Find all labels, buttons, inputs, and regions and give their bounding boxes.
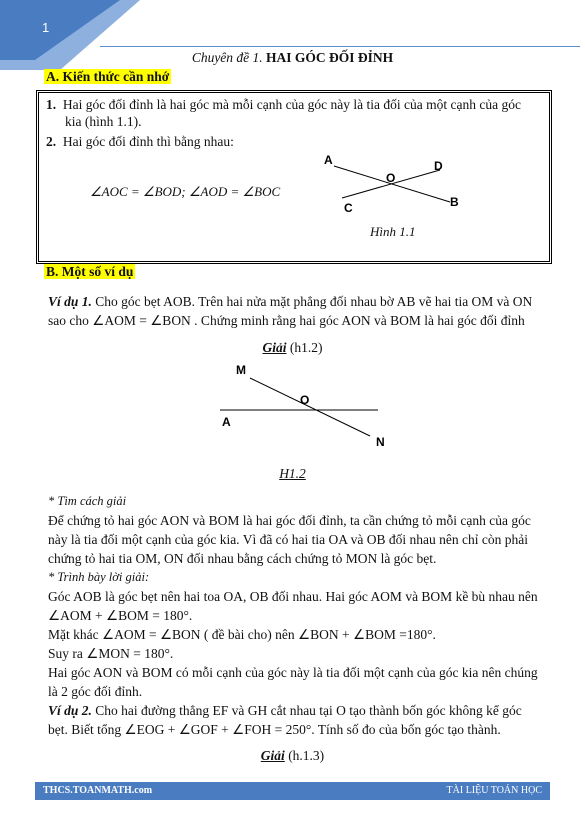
example-2-solution-heading: Giải (h.1.3) — [260, 748, 325, 763]
presentation-line-4: Suy ra ∠MON = 180°. — [48, 646, 174, 661]
figure-1-1 — [320, 150, 480, 225]
fig1-label-a: A — [324, 153, 333, 167]
example-2-line-2: bẹt. Biết tổng ∠EOG + ∠GOF + ∠FOH = 250°. Tính số đo của bốn góc tạo thành. — [48, 722, 501, 737]
fig1-label-b: B — [450, 195, 459, 209]
hint-title: * Tìm cách giải — [48, 494, 127, 508]
presentation-line-1: Góc AOB là góc bẹt nên hai toa OA, OB đối nhau. Hai góc AOM và BOM kề bù nhau nên — [48, 589, 538, 604]
presentation-title: * Trình bày lời giải: — [48, 570, 150, 584]
section-b-heading: B. Một số ví dụ — [46, 264, 134, 279]
section-a-heading: A. Kiến thức cần nhớ — [46, 69, 170, 84]
fig1-label-d: D — [434, 159, 443, 173]
footer-bar — [35, 782, 550, 800]
box-item-2: 2. Hai góc đối đỉnh thì bằng nhau: — [46, 134, 234, 149]
page-number: 1 — [42, 20, 50, 35]
title-prefix: Chuyên đề 1. — [191, 50, 263, 65]
footer-site[interactable]: THCS.TOANMATH.com — [43, 785, 153, 796]
example-2-line-1: Ví dụ 2. Cho hai đường thẳng EF và GH cắt nhau tại O tạo thành bốn góc không kể góc — [48, 703, 522, 718]
vertical-angles-equation: ∠AOC = ∠BOD; ∠AOD = ∠BOC — [90, 184, 281, 199]
fig2-label-a: A — [222, 415, 231, 429]
title-main: HAI GÓC ĐỐI ĐỈNH — [266, 50, 394, 65]
figure-1-1-caption: Hình 1.1 — [370, 224, 416, 239]
hint-line-1: Để chứng tỏ hai góc AON và BOM là hai góc đối đỉnh, ta cần chứng tỏ mỗi cạnh của góc — [48, 513, 531, 528]
hint-line-3: chứng tỏ hai tia OM, ON đối nhau bằng cách chứng tỏ MON là góc bẹt. — [48, 551, 437, 566]
hint-line-2: này là tia đối một cạnh của góc kia. Vì đã có hai tia OA và OB đối nhau nên chỉ còn phải — [48, 532, 528, 547]
presentation-line-5: Hai góc AON và BOM có mỗi cạnh của góc này là tia đối một cạnh của góc kia nên chúng — [48, 665, 538, 680]
example-1-solution-heading: Giải (h1.2) — [262, 340, 323, 355]
example-1-line-2: sao cho ∠AOM = ∠BON . Chứng minh rằng hai góc AON và BOM là hai góc đối đỉnh — [48, 313, 525, 328]
presentation-line-3: Mặt khác ∠AOM = ∠BON ( đề bài cho) nên ∠BON + ∠BOM =180°. — [48, 627, 436, 642]
page-title — [0, 50, 585, 66]
header-rule — [100, 46, 580, 47]
fig2-label-m: M — [236, 363, 246, 377]
fig1-label-c: C — [344, 201, 353, 215]
example-1-line-1: Ví dụ 1. Cho góc bẹt AOB. Trên hai nửa mặt phẳng đối nhau bờ AB vẽ hai tia OM và ON — [48, 294, 533, 309]
fig2-label-n: N — [376, 435, 385, 449]
presentation-line-2: ∠AOM + ∠BOM = 180°. — [48, 608, 193, 623]
box-item-1: 1. Hai góc đối đỉnh là hai góc mà mỗi cạnh của góc này là tia đối của một cạnh của góc — [46, 97, 521, 112]
footer-tagline: TÀI LIỆU TOÁN HỌC — [446, 785, 542, 796]
fig1-label-o: O — [386, 171, 396, 185]
figure-1-2 — [210, 360, 390, 452]
fig2-label-o: O — [300, 393, 310, 407]
box-item-1-cont: kia (hình 1.1). — [65, 114, 142, 129]
figure-1-2-caption: H1.2 — [279, 466, 306, 481]
presentation-line-6: là 2 góc đối đỉnh. — [48, 684, 143, 699]
